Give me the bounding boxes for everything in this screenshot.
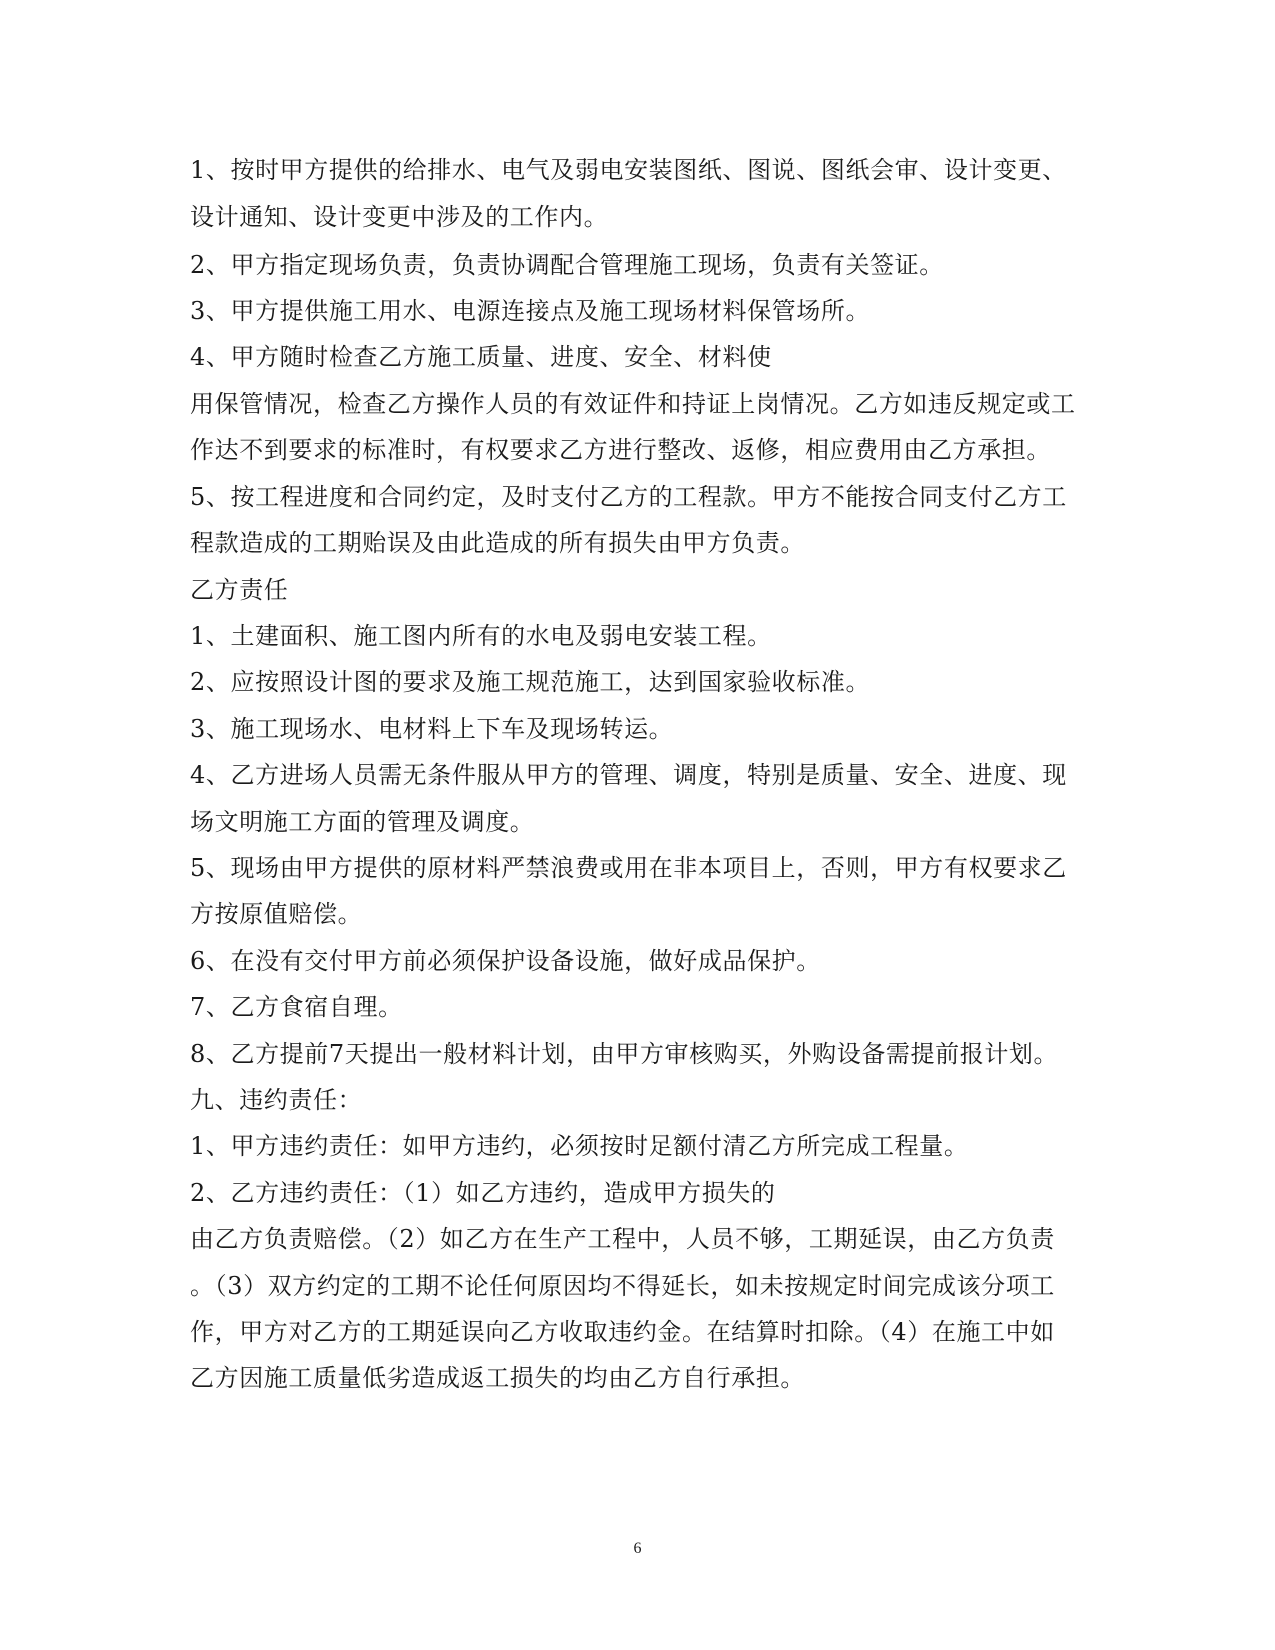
text-line: 2、甲方指定现场负责，负责协调配合管理施工现场，负责有关签证。: [190, 251, 944, 279]
text-line: 程款造成的工期贻误及由此造成的所有损失由甲方负责。: [190, 529, 805, 557]
text-line: 作，甲方对乙方的工期延误向乙方收取违约金。在结算时扣除。（4）在施工中如: [190, 1318, 1055, 1346]
text-line: 5、现场由甲方提供的原材料严禁浪费或用在非本项目上，否则，甲方有权要求乙: [190, 854, 1067, 882]
text-line: 2、乙方违约责任：（1）如乙方违约，造成甲方损失的: [190, 1179, 776, 1207]
text-line: 5、按工程进度和合同约定，及时支付乙方的工程款。甲方不能按合同支付乙方工: [190, 483, 1067, 511]
section-heading: 乙方责任: [190, 576, 289, 604]
text-line: 由乙方负责赔偿。（2）如乙方在生产工程中，人员不够，工期延误，由乙方负责: [190, 1225, 1055, 1253]
text-line: 设计通知、设计变更中涉及的工作内。: [190, 203, 609, 231]
text-line: 1、土建面积、施工图内所有的水电及弱电安装工程。: [190, 622, 772, 650]
text-line: 1、按时甲方提供的给排水、电气及弱电安装图纸、图说、图纸会审、设计变更、: [190, 156, 1067, 184]
text-line: 8、乙方提前7天提出一般材料计划，由甲方审核购买，外购设备需提前报计划。: [190, 1040, 1059, 1068]
text-line: 6、在没有交付甲方前必须保护设备设施，做好成品保护。: [190, 947, 821, 975]
text-line: 乙方因施工质量低劣造成返工损失的均由乙方自行承担。: [190, 1364, 805, 1392]
text-line: 作达不到要求的标准时，有权要求乙方进行整改、返修，相应费用由乙方承担。: [190, 436, 1051, 464]
section-heading: 九、违约责任：: [190, 1086, 363, 1114]
text-line: 用保管情况，检查乙方操作人员的有效证件和持证上岗情况。乙方如违反规定或工: [190, 390, 1076, 418]
text-line: 2、应按照设计图的要求及施工规范施工，达到国家验收标准。: [190, 668, 871, 696]
text-line: 场文明施工方面的管理及调度。: [190, 808, 535, 836]
text-line: 7、乙方食宿自理。: [190, 993, 403, 1021]
text-line: 4、甲方随时检查乙方施工质量、进度、安全、材料使: [190, 343, 772, 371]
text-line: 3、甲方提供施工用水、电源连接点及施工现场材料保管场所。: [190, 297, 871, 325]
page-number: 6: [633, 1540, 642, 1557]
text-line: 4、乙方进场人员需无条件服从甲方的管理、调度，特别是质量、安全、进度、现: [190, 761, 1067, 789]
text-line: 。（3）双方约定的工期不论任何原因均不得延长，如未按规定时间完成该分项工: [190, 1272, 1055, 1300]
text-line: 方按原值赔偿。: [190, 900, 363, 928]
text-line: 1、甲方违约责任：如甲方违约，必须按时足额付清乙方所完成工程量。: [190, 1132, 969, 1160]
text-line: 3、施工现场水、电材料上下车及现场转运。: [190, 715, 674, 743]
